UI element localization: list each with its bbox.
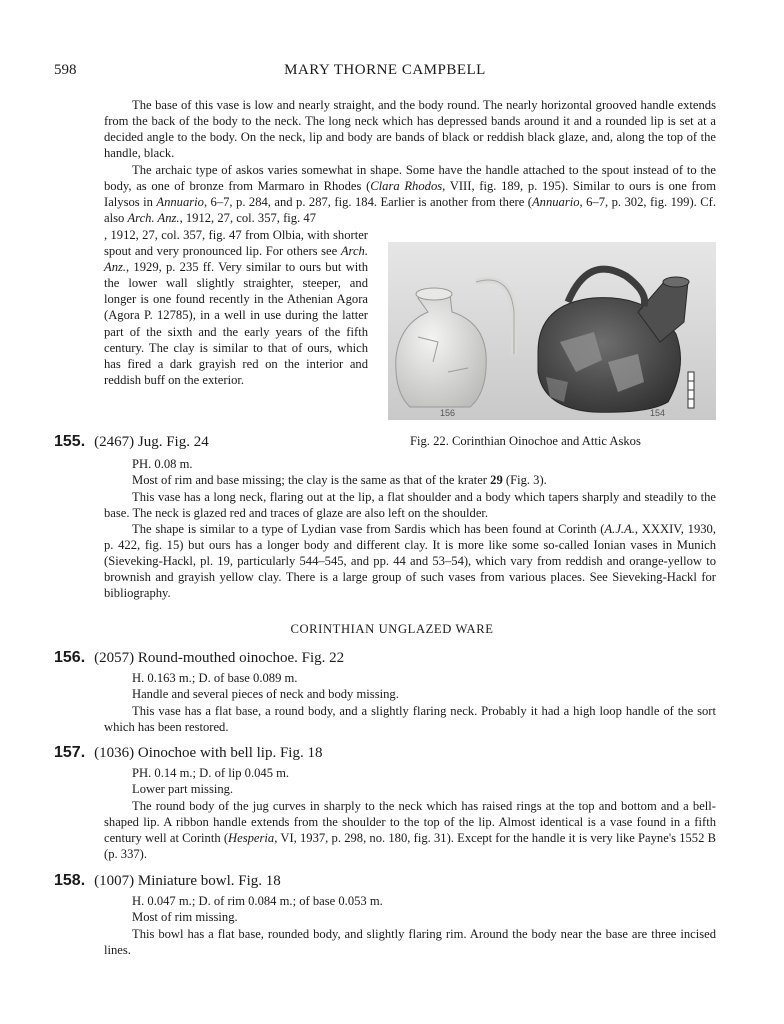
- intro-p2-e-lead: , 1912, 27, col. 357, fig. 47: [179, 211, 316, 226]
- entry-158-heading: [54, 872, 281, 890]
- entry-155-paragraph-1: This vase has a long neck, flaring out at the lip, a flat shoulder and a body which tapers sharply and steadily to the base. The neck is glazed red and traces of glaze are also left on the shoulder.: [104, 490, 716, 521]
- intro-p2-d-ital: Arch. Anz.: [127, 211, 180, 226]
- intro-p2-b-ital: Annuario: [156, 195, 204, 210]
- entry-155-paragraph-2: [104, 521, 716, 601]
- entry-158-paragraph: This bowl has a flat base, rounded body, and slightly flaring rim. Around the body near the base are three incised lines.: [104, 927, 716, 958]
- page-header: [54, 62, 716, 82]
- entry-155-condition-a: Most of rim and base missing; the clay is the same as that of the krater: [132, 473, 491, 487]
- intro-paragraph-2: [104, 162, 716, 226]
- label-156: 156: [440, 408, 456, 418]
- entry-155-condition-c: (Fig. 3).: [502, 473, 547, 487]
- entry-155-dimensions: PH. 0.08 m.: [132, 457, 193, 471]
- entry-156-number: 156.: [54, 649, 86, 666]
- entry-158-title: (1007) Miniature bowl. Fig. 18: [94, 873, 281, 889]
- intro-p2-b: , VIII, fig. 189, p. 195). Similar to ours is one from Ialysos in: [104, 179, 716, 210]
- intro-p2-e: , 1912, 27, col. 357, fig. 47 from Olbia, with shorter spout and very pronounced lip. For others see: [104, 228, 368, 259]
- label-154: 154: [650, 408, 666, 418]
- figure-caption: Fig. 22. Corinthian Oinochoe and Attic Askos: [410, 434, 641, 448]
- entry-155-condition-ref: 29: [490, 473, 503, 487]
- entry-157-heading: [54, 744, 322, 762]
- entry-156-paragraph: This vase has a flat base, a round body, and a slightly flaring neck. Probably it had a high loop handle of the sort which has been restored.: [104, 704, 716, 735]
- running-title: MARY THORNE CAMPBELL: [284, 62, 486, 78]
- entry-158-number: 158.: [54, 872, 86, 889]
- entry-158-dimensions: H. 0.047 m.; D. of rim 0.084 m.; of base 0.053 m.: [132, 894, 383, 908]
- vases-illustration: [388, 242, 716, 420]
- entry-155-condition: [132, 473, 547, 488]
- intro-paragraph-2-continued: [104, 227, 368, 388]
- entry-155-number: 155.: [54, 433, 86, 450]
- section-heading: CORINTHIAN UNGLAZED WARE: [290, 622, 494, 636]
- entry-155-p2-b: , XXXIV, 1930, p. 422, fig. 15) but ours has a longer body and different clay. It is more like some so-called Ionian vases in Munich (Sieveking-Hackl, pl. 19, particularly 544–545, and pp. 44 and 53–54), which vary from reddish and orange-yellow to brownish and grayish yellow clay. There is a large group of such vases from various places. See Sieveking-Hackl for bibliography.: [104, 522, 716, 601]
- entry-157-paragraph: [104, 798, 716, 862]
- entry-155-title: (2467) Jug. Fig. 24: [94, 434, 209, 450]
- entry-157-p1-a: The round body of the jug curves in sharply to the neck which has raised rings at the top and bottom and a bell-shaped lip. A ribbon handle extends from the shoulder to the top of the lip. Almost identical is a vase found in a fifth century well at Corinth (: [104, 799, 716, 846]
- intro-paragraph-1: [104, 97, 716, 161]
- entry-157-title: (1036) Oinochoe with bell lip. Fig. 18: [94, 745, 323, 761]
- entry-156-title: (2057) Round-mouthed oinochoe. Fig. 22: [94, 650, 345, 666]
- intro-p2-e-ital: Arch. Anz.: [104, 244, 368, 275]
- entry-157-dimensions: PH. 0.14 m.; D. of lip 0.045 m.: [132, 766, 290, 780]
- entry-156-condition: Handle and several pieces of neck and body missing.: [132, 687, 399, 701]
- page-number: 598: [54, 62, 77, 78]
- entry-156-heading: [54, 649, 344, 667]
- entry-157-number: 157.: [54, 744, 86, 761]
- entry-157-p1-b: , VI, 1937, p. 298, no. 180, fig. 31). Except for the handle it is very like Payne's 1552 B (p. 337).: [104, 831, 716, 862]
- intro-p2-d: , 6–7, p. 302, fig. 199). Cf. also: [104, 195, 716, 226]
- intro-p2-c-ital: Annuario: [531, 195, 580, 210]
- entry-157-condition: Lower part missing.: [132, 782, 234, 796]
- figure-photograph: [388, 242, 716, 420]
- entry-155-heading: [54, 433, 209, 451]
- entry-156-dimensions: H. 0.163 m.; D. of base 0.089 m.: [132, 671, 298, 685]
- entry-157-p1-ital: Hesperia: [228, 831, 275, 846]
- intro-p1-text: The base of this vase is low and nearly straight, and the body round. The nearly horizontal grooved handle extends from the back of the body to the neck. The long neck which has depressed bands around it and a rounded lip is set at a decided angle to the body. On the neck, lip and body are bands of black or reddish black glaze, and, along the top of the handle, black.: [104, 98, 716, 161]
- intro-p2-a-ital: Clara Rhodos: [370, 179, 443, 194]
- entry-155-p2-a: The shape is similar to a type of Lydian vase from Sardis which has been found at Corinth (: [132, 522, 605, 536]
- intro-p2-a: The archaic type of askos varies somewhat in shape. Some have the handle attached to the spout instead of to the body, as one of bronze from Marmaro in Rhodes (: [104, 163, 716, 194]
- entry-155-p2-ital: A.J.A.: [604, 522, 635, 536]
- intro-p2-f: , 1929, p. 235 ff. Very similar to ours but with the lower wall slightly straighter, steeper, and longer is one found recently in the Athenian Agora (Agora P. 12785), in a well in use during the latter part of the sixth and the early years of the fifth century. The clay is similar to that of ours, which has fired a dark grayish red on the interior and reddish buff on the exterior.: [104, 260, 368, 387]
- intro-p2-c: , 6–7, p. 284, and p. 287, fig. 184. Earlier is another from there (: [203, 195, 532, 210]
- entry-158-condition: Most of rim missing.: [132, 910, 238, 924]
